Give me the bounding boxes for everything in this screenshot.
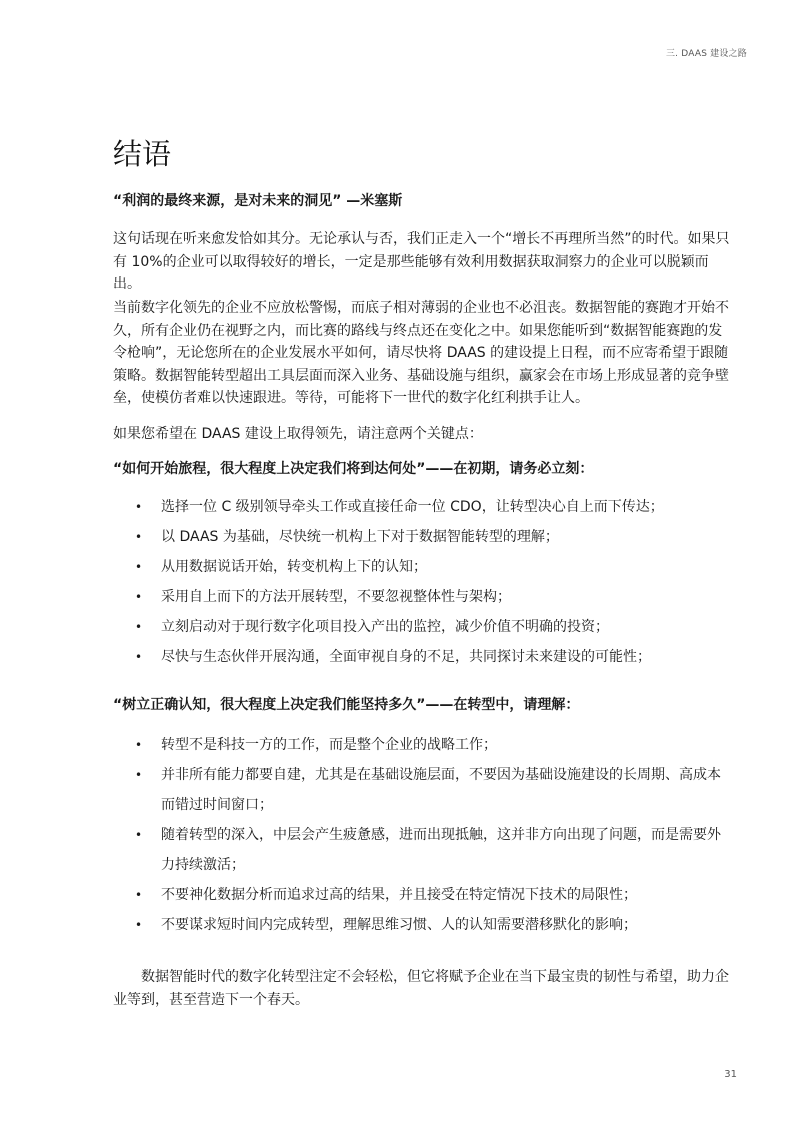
list-item	[135, 880, 733, 910]
bullet-icon: •	[135, 650, 143, 664]
list-item	[135, 612, 733, 642]
list-item-text: 转型不是科技一方的工作，而是整个企业的战略工作；	[161, 737, 497, 753]
bullet-icon: •	[135, 738, 143, 752]
bullet-icon: •	[135, 828, 143, 842]
bullet-icon: •	[135, 500, 143, 514]
list-item-text: 并非所有能力都要自建，尤其是在基础设施层面，不要因为基础设施建设的长周期、高成本而错过时间窗口；	[161, 767, 721, 813]
list-item	[135, 552, 733, 582]
paragraph-closing: 数据智能时代的数字化转型注定不会轻松，但它将赋予企业在当下最宝贵的韧性与希望，助力企业等到，甚至营造下一个春天。	[113, 969, 729, 1008]
list-item	[135, 642, 733, 672]
paragraph-key-points: 如果您希望在 DAAS 建设上取得领先，请注意两个关键点：	[113, 426, 483, 442]
bullet-list-understanding	[135, 730, 733, 940]
list-item	[135, 522, 733, 552]
list-item	[135, 820, 733, 880]
section-heading-start: “如何开始旅程，很大程度上决定我们将到达何处”——在初期，请务必立刻：	[113, 461, 594, 477]
running-header: 三. DAAS 建设之路	[665, 49, 747, 59]
list-item-text: 立刻启动对于现行数字化项目投入产出的监控，减少价值不明确的投资；	[161, 619, 609, 635]
list-item	[135, 760, 733, 820]
list-item-text: 以 DAAS 为基础，尽快统一机构上下对于数据智能转型的理解；	[161, 529, 559, 545]
bullet-icon: •	[135, 768, 143, 782]
page-title: 结语	[113, 137, 172, 171]
bullet-list-start	[135, 492, 733, 672]
list-item	[135, 582, 733, 612]
epigraph-quote: “利润的最终来源，是对未来的洞见” —米塞斯	[113, 193, 403, 209]
bullet-icon: •	[135, 620, 143, 634]
section-heading-understanding: “树立正确认知，很大程度上决定我们能坚持多久”——在转型中，请理解：	[113, 697, 580, 713]
list-item-text: 采用自上而下的方法开展转型，不要忽视整体性与架构；	[161, 589, 511, 605]
list-item-text: 选择一位 C 级别领导牵头工作或直接任命一位 CDO，让转型决心自上而下传达；	[161, 499, 664, 515]
list-item-text: 不要神化数据分析而追求过高的结果，并且接受在特定情况下技术的局限性；	[161, 887, 637, 903]
list-item-text: 从用数据说话开始，转变机构上下的认知；	[161, 559, 427, 575]
bullet-icon: •	[135, 530, 143, 544]
bullet-icon: •	[135, 590, 143, 604]
bullet-icon: •	[135, 560, 143, 574]
list-item	[135, 492, 733, 522]
list-item	[135, 910, 733, 940]
page-number: 31	[724, 1069, 737, 1080]
list-item-text: 随着转型的深入，中层会产生疲惫感，进而出现抵触，这并非方向出现了问题，而是需要外力持续激活；	[161, 827, 721, 873]
paragraph-competition: 当前数字化领先的企业不应放松警惕，而底子相对薄弱的企业也不必沮丧。数据智能的赛跑才开始不久，所有企业仍在视野之内，而比赛的路线与终点还在变化之中。如果您能听到“数据智能赛跑的发令枪响”，无论您所在的企业发展水平如何，请尽快将 DAAS 的建设提上日程，而不应寄希望于跟随策略。数据智能转型超出工具层面而深入业务、基础设施与组织，赢家会在市场上形成显著的竞争壁垒，使模仿者难以快速跟进。等待，可能将下一世代的数字化红利拱手让人。	[113, 300, 729, 406]
bullet-icon: •	[135, 888, 143, 902]
list-item-text: 不要谋求短时间内完成转型，理解思维习惯、人的认知需要潜移默化的影响；	[161, 917, 637, 933]
list-item-text: 尽快与生态伙伴开展沟通，全面审视自身的不足，共同探讨未来建设的可能性；	[161, 649, 651, 665]
list-item	[135, 730, 733, 760]
paragraph-intro: 这句话现在听来愈发恰如其分。无论承认与否，我们正走入一个“增长不再理所当然”的时代。如果只有 10%的企业可以取得较好的增长，一定是那些能够有效利用数据获取洞察力的企业可以脱颖而出。	[113, 231, 730, 292]
bullet-icon: •	[135, 918, 143, 932]
